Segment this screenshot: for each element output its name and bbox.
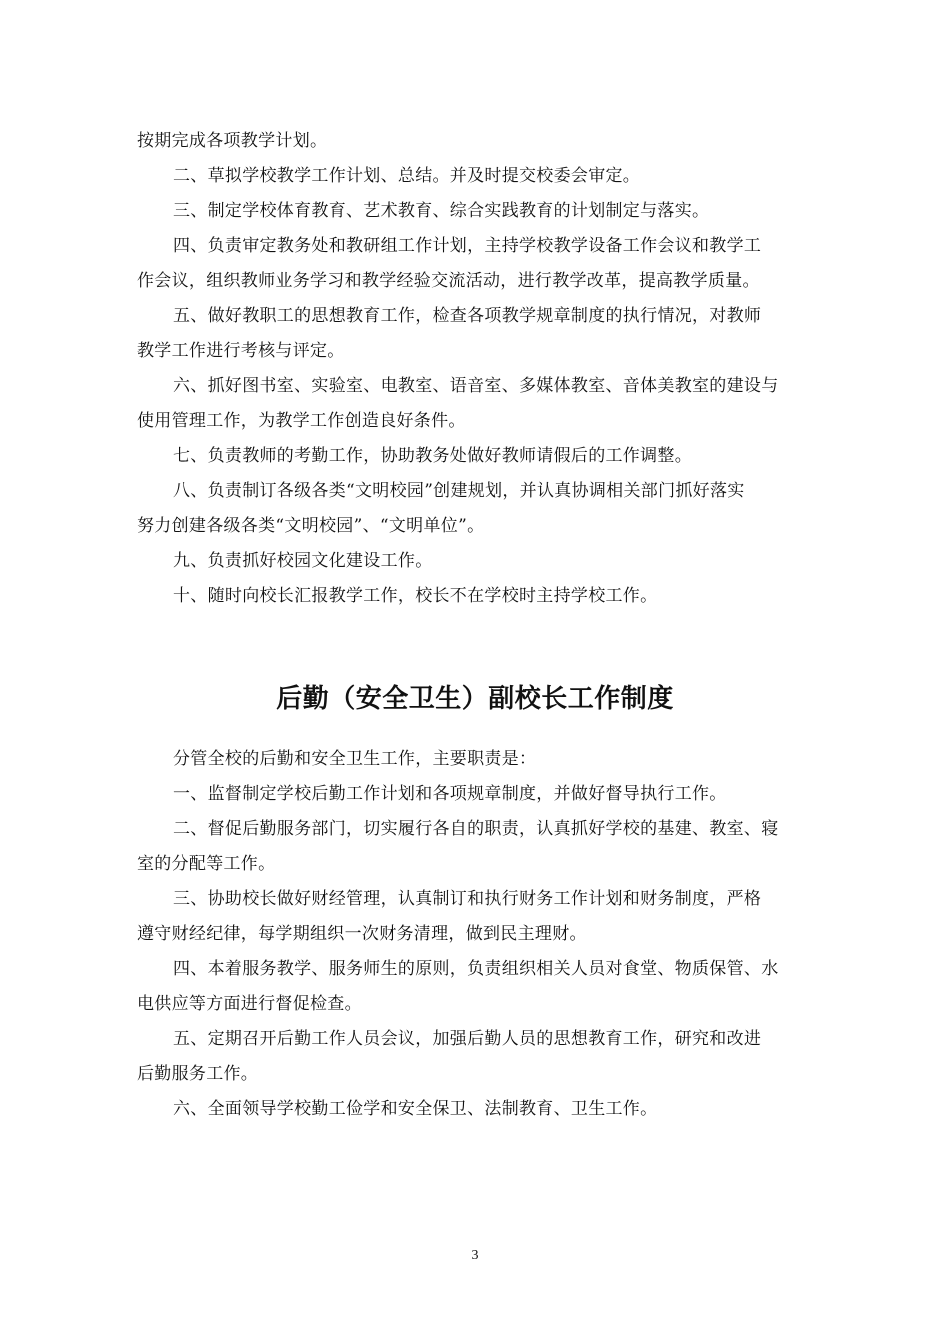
paragraph-line: 遵守财经纪律，每学期组织一次财务清理，做到民主理财。 (137, 924, 587, 944)
paragraph-line: 后勤服务工作。 (137, 1064, 259, 1084)
paragraph-line: 五、定期召开后勤工作人员会议，加强后勤人员的思想教育工作，研究和改进 (173, 1029, 762, 1049)
paragraph-line: 一、监督制定学校后勤工作计划和各项规章制度，并做好督导执行工作。 (173, 784, 727, 804)
paragraph-line: 二、草拟学校教学工作计划、总结。并及时提交校委会审定。 (173, 166, 641, 186)
paragraph-line: 四、本着服务教学、服务师生的原则，负责组织相关人员对食堂、物质保管、水 (173, 959, 779, 979)
paragraph-line: 六、全面领导学校勤工俭学和安全保卫、法制教育、卫生工作。 (173, 1099, 658, 1119)
section2-body (137, 742, 817, 1127)
paragraph-line: 三、制定学校体育教育、艺术教育、综合实践教育的计划制定与落实。 (173, 201, 710, 221)
paragraph-line: 三、协助校长做好财经管理，认真制订和执行财务工作计划和财务制度，严格 (173, 889, 762, 909)
paragraph-line: 按期完成各项教学计划。 (137, 131, 328, 151)
paragraph-line: 八、负责制订各级各类“文明校园”创建规划，并认真协调相关部门抓好落实 (173, 481, 745, 501)
paragraph-line: 分管全校的后勤和安全卫生工作，主要职责是： (173, 749, 537, 769)
section-title: 后勤（安全卫生）副校长工作制度 (276, 684, 674, 714)
paragraph-line: 四、负责审定教务处和教研组工作计划，主持学校教学设备工作会议和教学工 (173, 236, 762, 256)
page-number: 3 (471, 1248, 479, 1263)
paragraph-line: 教学工作进行考核与评定。 (137, 341, 345, 361)
paragraph-line: 努力创建各级各类“文明校园”、“文明单位”。 (137, 516, 485, 536)
paragraph-line: 作会议，组织教师业务学习和教学经验交流活动，进行教学改革，提高教学质量。 (137, 271, 760, 291)
paragraph-line: 使用管理工作，为教学工作创造良好条件。 (137, 411, 466, 431)
paragraph-line: 九、负责抓好校园文化建设工作。 (173, 551, 433, 571)
paragraph-line: 电供应等方面进行督促检查。 (137, 994, 362, 1014)
paragraph-line: 二、督促后勤服务部门，切实履行各自的职责，认真抓好学校的基建、教室、寝 (173, 819, 779, 839)
paragraph-line: 五、做好教职工的思想教育工作，检查各项教学规章制度的执行情况，对教师 (173, 306, 762, 326)
paragraph-line: 七、负责教师的考勤工作，协助教务处做好教师请假后的工作调整。 (173, 446, 692, 466)
paragraph-line: 六、抓好图书室、实验室、电教室、语音室、多媒体教室、音体美教室的建设与 (173, 376, 779, 396)
paragraph-line: 室的分配等工作。 (137, 854, 276, 874)
section1-body (137, 124, 817, 614)
paragraph-line: 十、随时向校长汇报教学工作，校长不在学校时主持学校工作。 (173, 586, 658, 606)
